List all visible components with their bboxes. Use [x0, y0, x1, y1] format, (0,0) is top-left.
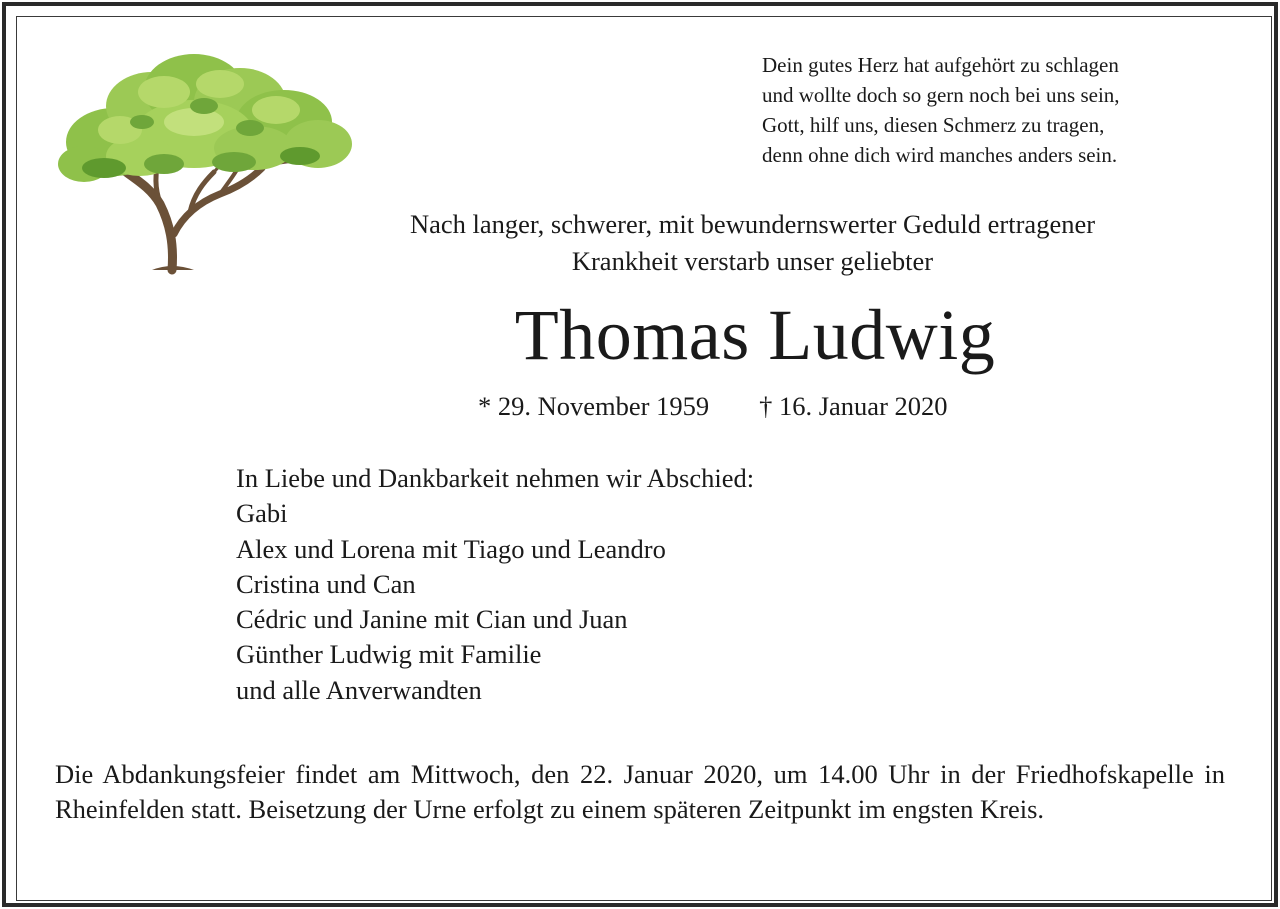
- intro-line-2: Krankheit verstarb unser geliebter: [571, 246, 934, 276]
- poem: [762, 50, 1232, 170]
- family-heading: In Liebe und Dankbarkeit nehmen wir Abschied:: [236, 463, 755, 493]
- poem-line: und wollte doch so gern noch bei uns sein,: [762, 83, 1120, 107]
- family-list: [236, 461, 754, 708]
- family-member: Cédric und Janine mit Cian und Juan: [236, 604, 628, 635]
- poem-line: denn ohne dich wird manches anders sein.: [762, 143, 1118, 167]
- birth-date: * 29. November 1959: [478, 391, 710, 421]
- poem-line: Gott, hilf uns, diesen Schmerz zu tragen,: [762, 113, 1105, 137]
- intro-line-1: Nach langer, schwerer, mit bewundernswerter Geduld ertragener: [409, 209, 1096, 239]
- family-member: Günther Ludwig mit Familie: [236, 639, 542, 670]
- family-member: Gabi: [236, 498, 288, 529]
- life-dates: [478, 388, 948, 424]
- death-date: † 16. Januar 2020: [759, 391, 948, 421]
- funeral-notice: Die Abdankungsfeier findet am Mittwoch, den 22. Januar 2020, um 14.00 Uhr in der Friedhofskapelle in Rheinfelden statt. Beisetzung der Urne erfolgt zu einem späteren Zeitpunkt im engsten Kreis.: [55, 759, 1225, 824]
- poem-line: Dein gutes Herz hat aufgehört zu schlagen: [762, 53, 1119, 77]
- intro-text: [300, 206, 1205, 280]
- family-member: Alex und Lorena mit Tiago und Leandro: [236, 533, 666, 564]
- family-member: Cristina und Can: [236, 568, 416, 599]
- family-member: und alle Anverwandten: [236, 674, 482, 705]
- deceased-name: Thomas Ludwig: [514, 295, 996, 375]
